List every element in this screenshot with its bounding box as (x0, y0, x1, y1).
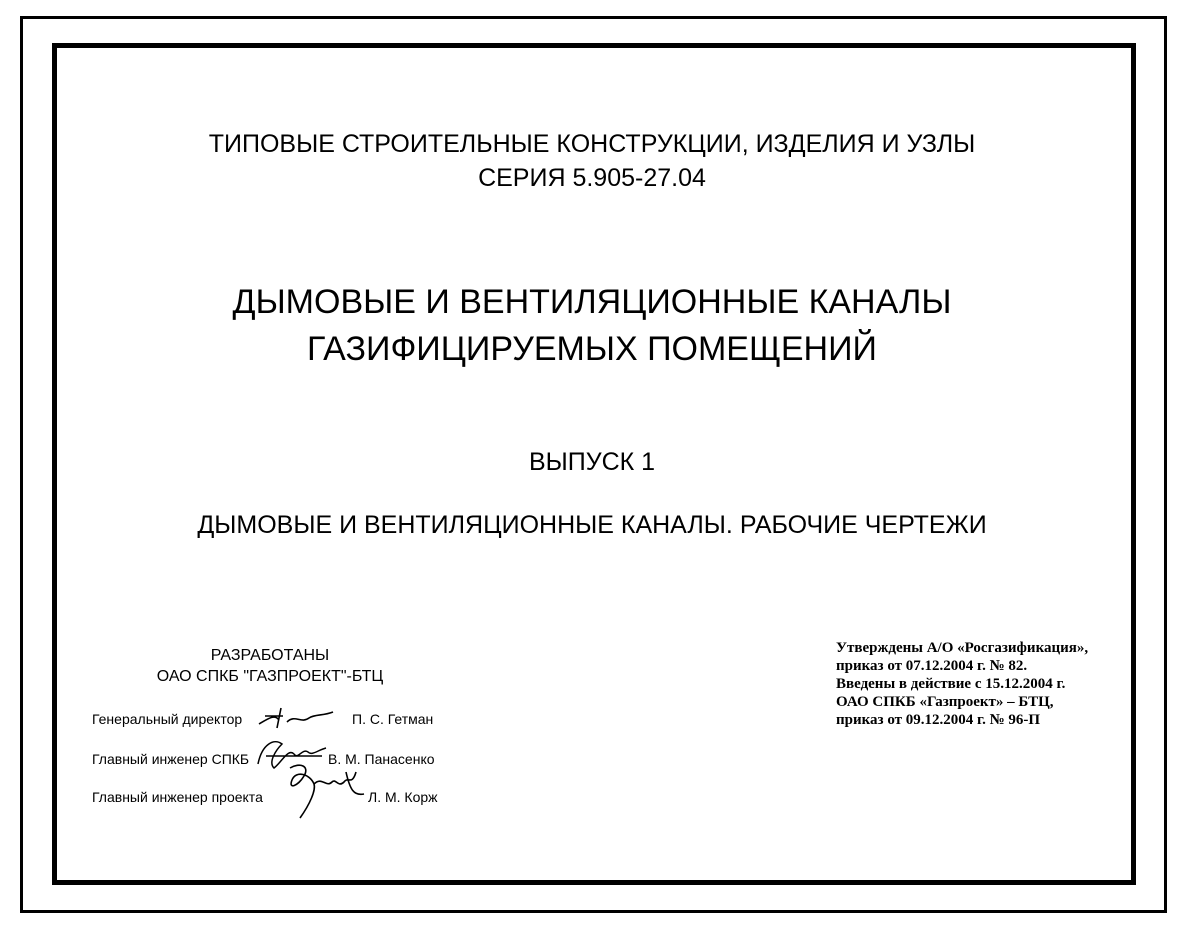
document-title (0, 279, 1184, 373)
title-line-1: ДЫМОВЫЕ И ВЕНТИЛЯЦИОННЫЕ КАНАЛЫ (232, 283, 952, 321)
series-line-1: ТИПОВЫЕ СТРОИТЕЛЬНЫЕ КОНСТРУКЦИИ, ИЗДЕЛИЯ И УЗЛЫ (208, 130, 976, 158)
signatory-name: П. С. Гетман (352, 711, 434, 727)
series-line-2: СЕРИЯ 5.905-27.04 (478, 164, 706, 192)
approval-line-4: ОАО СПКБ «Газпроект» – БТЦ, (836, 694, 1054, 710)
signatory-name: В. М. Панасенко (328, 751, 435, 767)
developer-org: ОАО СПКБ "ГАЗПРОЕКТ"-БТЦ (156, 668, 384, 685)
developed-by (110, 645, 430, 687)
signature-project-engineer (280, 760, 370, 824)
approval-line-1: Утверждены А/О «Росгазификация», (836, 640, 1089, 656)
signatory-row-project-engineer (92, 788, 452, 810)
signatory-role: Главный инженер проекта (92, 789, 263, 805)
signatory-role: Генеральный директор (92, 711, 243, 727)
document-subtitle: ДЫМОВЫЕ И ВЕНТИЛЯЦИОННЫЕ КАНАЛЫ. РАБОЧИЕ ЧЕРТЕЖИ (197, 511, 987, 539)
issue-number: ВЫПУСК 1 (528, 448, 656, 476)
approval-line-5: приказ от 09.12.2004 г. № 96-П (836, 712, 1041, 728)
signatory-role: Главный инженер СПКБ (92, 751, 250, 767)
signatory-row-director (92, 710, 452, 732)
series-header (0, 127, 1184, 195)
approval-notice (836, 639, 1126, 729)
developed-label: РАЗРАБОТАНЫ (210, 647, 330, 664)
signatory-name: Л. М. Корж (368, 789, 438, 805)
approval-line-2: приказ от 07.12.2004 г. № 82. (836, 658, 1028, 674)
signature-director (257, 704, 337, 732)
approval-line-3: Введены в действие с 15.12.2004 г. (836, 676, 1066, 692)
title-line-2: ГАЗИФИЦИРУЕМЫХ ПОМЕЩЕНИЙ (307, 330, 877, 368)
signatory-row-chief-engineer (92, 750, 452, 772)
